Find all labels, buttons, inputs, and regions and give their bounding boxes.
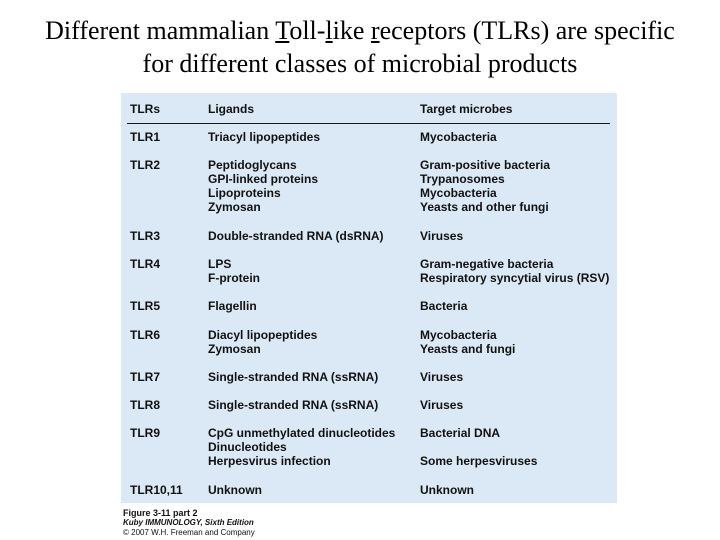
target-microbe: Bacterial DNA bbox=[420, 426, 501, 440]
tlr-name: TLR8 bbox=[130, 398, 160, 412]
header-divider bbox=[127, 123, 610, 124]
target-microbe: Respiratory syncytial virus (RSV) bbox=[420, 271, 610, 285]
target-microbe: Bacteria bbox=[420, 299, 468, 313]
ligand: Double-stranded RNA (dsRNA) bbox=[208, 229, 384, 243]
target-microbe: Trypanosomes bbox=[420, 172, 505, 186]
slide-title bbox=[0, 14, 720, 80]
title-line-1 bbox=[0, 14, 720, 47]
ligand: F-protein bbox=[208, 271, 260, 285]
ligand: Peptidoglycans bbox=[208, 158, 297, 172]
ligand: CpG unmethylated dinucleotides bbox=[208, 426, 396, 440]
tlr-name: TLR5 bbox=[130, 299, 160, 313]
target-microbe: Mycobacteria bbox=[420, 328, 497, 342]
header-ligands: Ligands bbox=[208, 102, 255, 116]
target-microbe: Yeasts and other fungi bbox=[420, 200, 549, 214]
ligand: Lipoproteins bbox=[208, 186, 281, 200]
ligand: Diacyl lipopeptides bbox=[208, 328, 318, 342]
target-microbe: Mycobacteria bbox=[420, 186, 497, 200]
tlr-name: TLR3 bbox=[130, 229, 160, 243]
figure-caption bbox=[123, 508, 255, 538]
target-microbe: Unknown bbox=[420, 483, 474, 497]
caption-book: Kuby IMMUNOLOGY, Sixth Edition bbox=[123, 518, 254, 527]
ligand: Zymosan bbox=[208, 200, 261, 214]
ligand: GPI-linked proteins bbox=[208, 172, 319, 186]
caption-copyright: © 2007 W.H. Freeman and Company bbox=[123, 528, 255, 537]
target-microbe: Some herpesviruses bbox=[420, 454, 538, 468]
ligand: Zymosan bbox=[208, 342, 261, 356]
title-text: Different mammalian bbox=[45, 16, 276, 45]
title-line-2: for different classes of microbial products bbox=[142, 49, 578, 78]
target-microbe: Viruses bbox=[420, 398, 464, 412]
caption-figure: Figure 3-11 part 2 bbox=[123, 508, 198, 518]
header-target-microbes: Target microbes bbox=[420, 102, 513, 116]
tlr-name: TLR4 bbox=[130, 257, 160, 271]
tlr-name: TLR1 bbox=[130, 130, 160, 144]
ligand: LPS bbox=[208, 257, 232, 271]
ligand: Flagellin bbox=[208, 299, 257, 313]
ligand: Triacyl lipopeptides bbox=[208, 130, 321, 144]
target-microbe: Gram-negative bacteria bbox=[420, 257, 554, 271]
title-underlined-letter: l bbox=[325, 16, 333, 45]
ligand: Single-stranded RNA (ssRNA) bbox=[208, 370, 379, 384]
tlr-table bbox=[121, 93, 617, 503]
target-microbe: Gram-positive bacteria bbox=[420, 158, 551, 172]
tlr-name: TLR7 bbox=[130, 370, 160, 384]
header-tlrs: TLRs bbox=[130, 102, 160, 116]
target-microbe: Viruses bbox=[420, 229, 464, 243]
title-underlined-letter: r bbox=[370, 16, 380, 45]
tlr-name: TLR9 bbox=[130, 426, 160, 440]
target-microbe: Viruses bbox=[420, 370, 464, 384]
title-text: ike bbox=[332, 16, 371, 45]
ligand: Herpesvirus infection bbox=[208, 454, 331, 468]
title-underlined-letter: T bbox=[275, 16, 290, 45]
ligand: Dinucleotides bbox=[208, 440, 287, 454]
ligand: Unknown bbox=[208, 483, 262, 497]
tlr-name: TLR2 bbox=[130, 158, 160, 172]
target-microbe: Yeasts and fungi bbox=[420, 342, 516, 356]
ligand: Single-stranded RNA (ssRNA) bbox=[208, 398, 379, 412]
tlr-name: TLR10,11 bbox=[130, 483, 183, 497]
title-text: oll- bbox=[289, 16, 326, 45]
tlr-name: TLR6 bbox=[130, 328, 160, 342]
target-microbe: Mycobacteria bbox=[420, 130, 497, 144]
title-text: eceptors (TLRs) are specific bbox=[379, 16, 675, 45]
